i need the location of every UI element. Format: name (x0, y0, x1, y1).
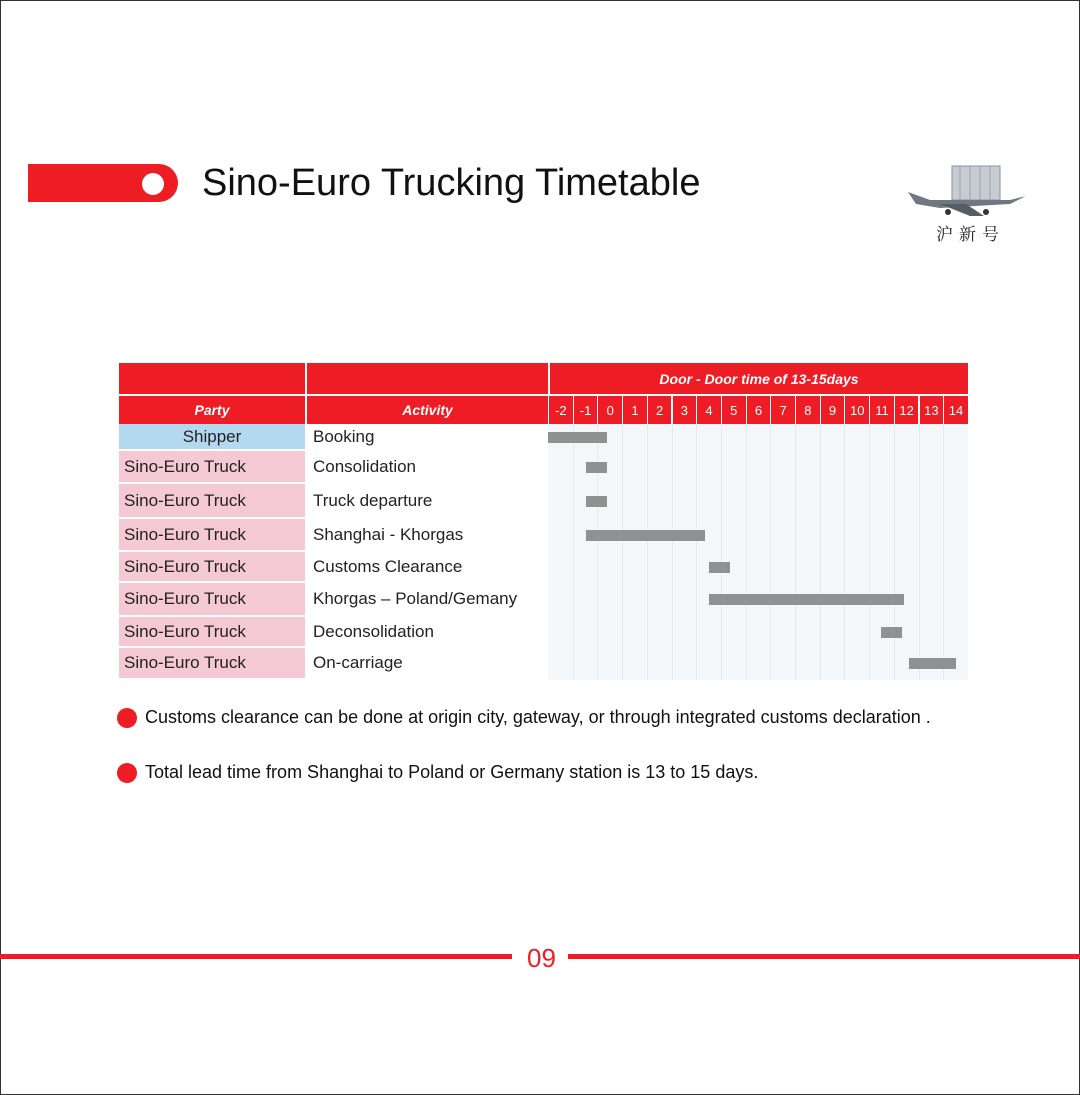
page-number: 09 (527, 943, 556, 973)
gantt-bar (709, 562, 730, 573)
day-tick-label: 7 (770, 396, 795, 424)
gantt-grid (548, 424, 968, 680)
activity-cell: Customs Clearance (307, 552, 548, 581)
activity-cell: On-carriage (307, 648, 548, 678)
gridline (795, 424, 796, 680)
bullet-icon (117, 763, 137, 783)
note-item (117, 707, 931, 728)
party-cell: Sino-Euro Truck (119, 617, 305, 646)
activity-cell: Truck departure (307, 484, 548, 517)
activity-cell: Khorgas – Poland/Gemany (307, 583, 548, 615)
activity-cell: Shanghai - Khorgas (307, 519, 548, 550)
gridline (770, 424, 771, 680)
activity-header: Activity (307, 396, 548, 424)
gridline (696, 424, 697, 680)
note-text: Total lead time from Shanghai to Poland or Germany station is 13 to 15 days. (145, 762, 759, 782)
gridline (943, 424, 944, 680)
activity-cell: Deconsolidation (307, 617, 548, 646)
bullet-icon (117, 708, 137, 728)
gantt-bar (586, 530, 705, 541)
activity-cell: Booking (307, 424, 548, 449)
day-tick-label: 5 (721, 396, 746, 424)
gridline (844, 424, 845, 680)
gridline (573, 424, 574, 680)
day-tick-label: 9 (820, 396, 845, 424)
activity-cell: Consolidation (307, 451, 548, 482)
header-blank-activity (307, 363, 548, 394)
day-tick-label: 2 (647, 396, 672, 424)
gantt-bar (709, 594, 904, 605)
day-tick-label: 3 (672, 396, 697, 424)
party-cell: Sino-Euro Truck (119, 484, 305, 517)
gridline (622, 424, 623, 680)
day-tick-label: 0 (597, 396, 622, 424)
party-cell: Sino-Euro Truck (119, 648, 305, 678)
gridline (647, 424, 648, 680)
gantt-bar (586, 496, 607, 507)
day-tick-label: 1 (622, 396, 647, 424)
gridline (721, 424, 722, 680)
party-cell: Sino-Euro Truck (119, 451, 305, 482)
day-tick-label: -1 (573, 396, 598, 424)
header-blank-party (119, 363, 305, 394)
page-title: Sino-Euro Trucking Timetable (202, 162, 701, 204)
gantt-bar (909, 658, 956, 669)
day-tick-label: 14 (943, 396, 968, 424)
party-cell: Sino-Euro Truck (119, 519, 305, 550)
day-tick-label: 13 (919, 396, 944, 424)
title-accent-dot (142, 173, 164, 195)
party-cell: Shipper (119, 424, 305, 449)
party-header: Party (119, 396, 305, 424)
gantt-bar (586, 462, 607, 473)
day-tick-label: 4 (696, 396, 721, 424)
note-item (117, 762, 758, 783)
gridline (894, 424, 895, 680)
footer-line-left (0, 954, 512, 959)
footer-line-right (568, 954, 1080, 959)
gridline (746, 424, 747, 680)
gantt-bar (881, 627, 902, 638)
party-cell: Sino-Euro Truck (119, 583, 305, 615)
span-header: Door - Door time of 13-15days (550, 363, 968, 394)
day-tick-label: 11 (869, 396, 894, 424)
gridline (820, 424, 821, 680)
day-tick-label: 6 (746, 396, 771, 424)
day-tick-label: 8 (795, 396, 820, 424)
day-tick-label: 12 (894, 396, 919, 424)
day-tick-label: -2 (548, 396, 573, 424)
party-cell: Sino-Euro Truck (119, 552, 305, 581)
logo-text: 沪新号 (936, 225, 1005, 245)
gridline (919, 424, 920, 680)
gridline (672, 424, 673, 680)
gridline (869, 424, 870, 680)
day-tick-label: 10 (844, 396, 869, 424)
note-text: Customs clearance can be done at origin city, gateway, or through integrated customs declaration . (145, 707, 931, 727)
gantt-bar (548, 432, 607, 443)
